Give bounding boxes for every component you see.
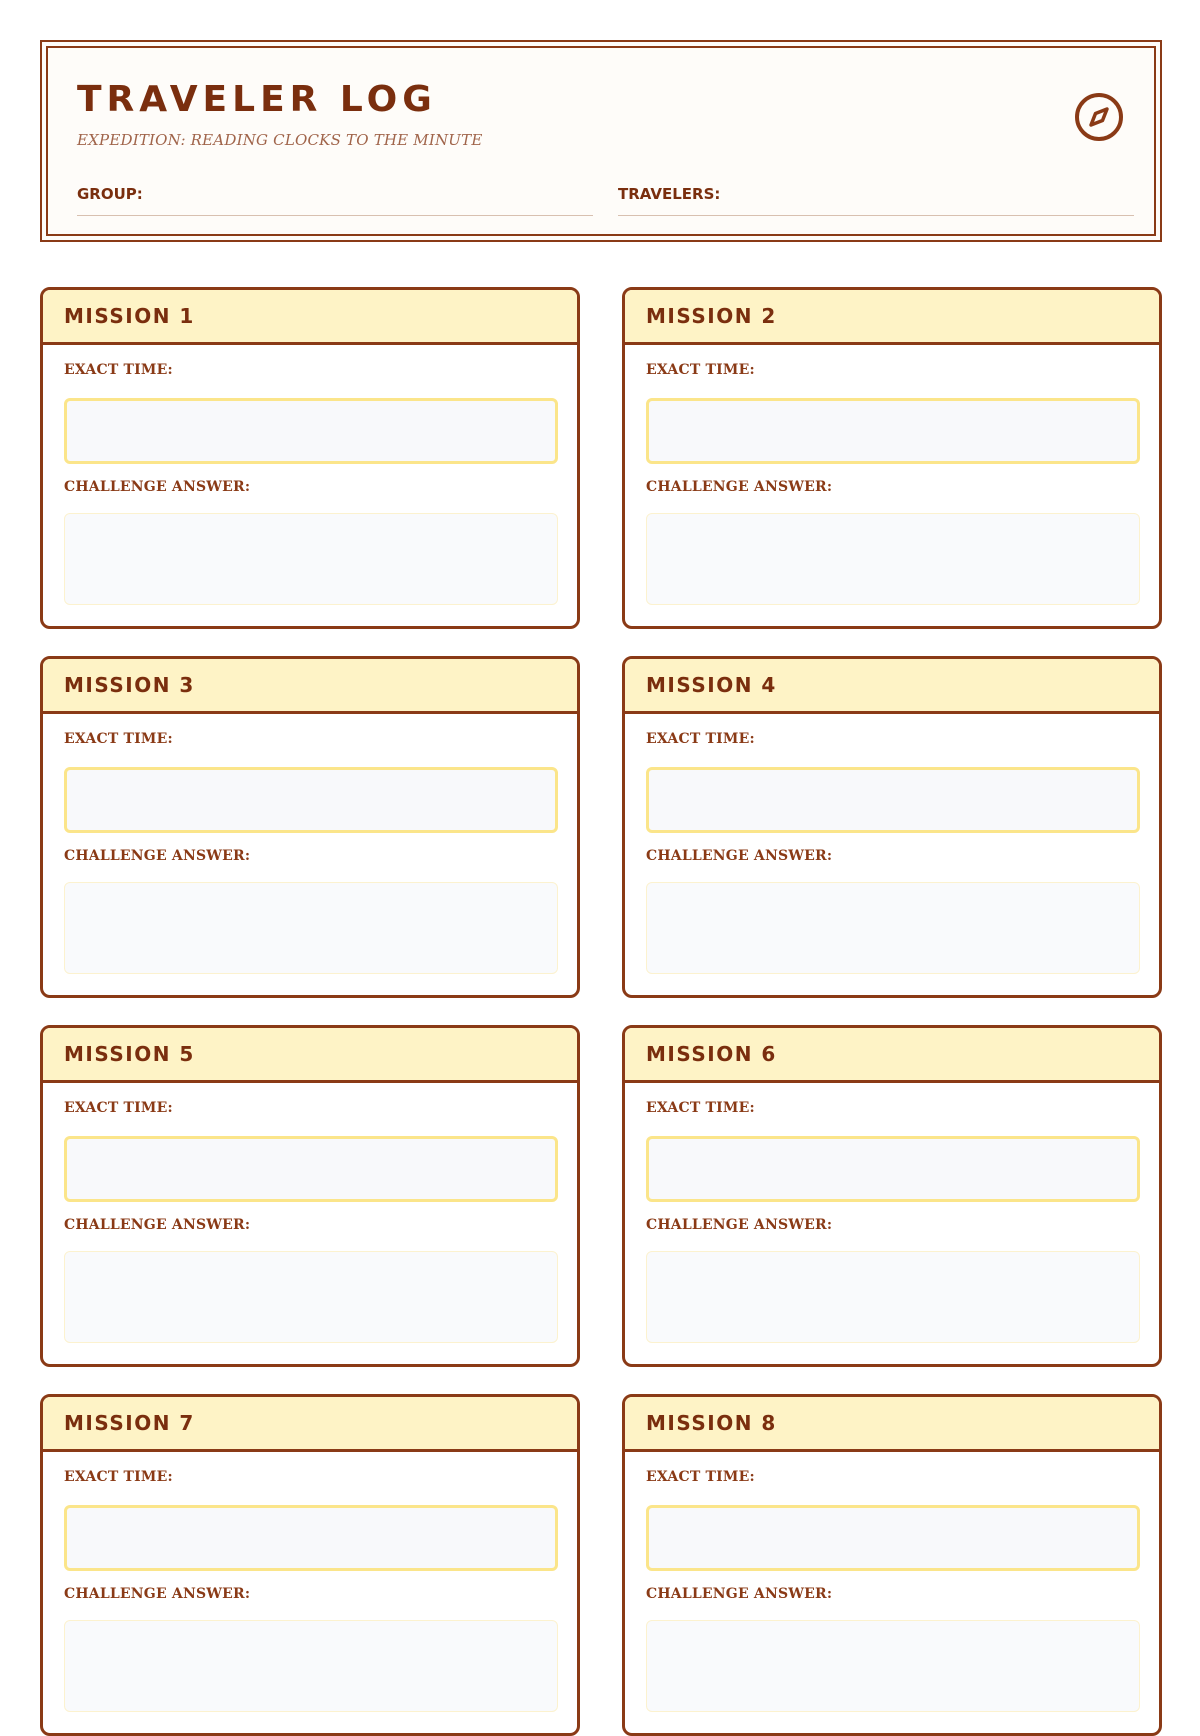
exact-time-label: EXACT TIME: — [64, 1469, 173, 1485]
group-line[interactable] — [77, 211, 593, 216]
challenge-answer-label: CHALLENGE ANSWER: — [646, 1217, 833, 1233]
challenge-answer-label: CHALLENGE ANSWER: — [64, 848, 251, 864]
exact-time-box[interactable] — [646, 1505, 1140, 1571]
mission-title: MISSION 7 — [64, 1411, 195, 1435]
challenge-answer-box[interactable] — [64, 1251, 558, 1343]
mission-title: MISSION 3 — [64, 673, 195, 697]
mission-title: MISSION 1 — [64, 304, 195, 328]
header-inner-border — [46, 46, 1156, 236]
mission-card-3 — [40, 656, 580, 998]
compass-icon — [1073, 91, 1125, 143]
exact-time-box[interactable] — [64, 1136, 558, 1202]
mission-card-6 — [622, 1025, 1162, 1367]
mission-header — [43, 659, 577, 714]
exact-time-box[interactable] — [64, 767, 558, 833]
exact-time-box[interactable] — [646, 398, 1140, 464]
mission-card-8 — [622, 1394, 1162, 1736]
challenge-answer-label: CHALLENGE ANSWER: — [64, 479, 251, 495]
mission-header — [625, 1397, 1159, 1452]
challenge-answer-label: CHALLENGE ANSWER: — [64, 1217, 251, 1233]
mission-title: MISSION 8 — [646, 1411, 777, 1435]
challenge-answer-box[interactable] — [646, 1251, 1140, 1343]
travelers-field[interactable] — [618, 185, 1134, 216]
mission-title: MISSION 2 — [646, 304, 777, 328]
challenge-answer-box[interactable] — [646, 1620, 1140, 1712]
exact-time-box[interactable] — [64, 1505, 558, 1571]
travelers-line[interactable] — [618, 211, 1134, 216]
group-label: GROUP: — [77, 185, 143, 203]
mission-header — [43, 1028, 577, 1083]
traveler-log-header — [40, 40, 1162, 242]
mission-card-5 — [40, 1025, 580, 1367]
exact-time-box[interactable] — [646, 1136, 1140, 1202]
challenge-answer-box[interactable] — [64, 882, 558, 974]
mission-card-4 — [622, 656, 1162, 998]
exact-time-label: EXACT TIME: — [646, 1100, 755, 1116]
mission-header — [625, 1028, 1159, 1083]
exact-time-label: EXACT TIME: — [64, 362, 173, 378]
mission-header — [43, 1397, 577, 1452]
mission-title: MISSION 6 — [646, 1042, 777, 1066]
exact-time-label: EXACT TIME: — [646, 1469, 755, 1485]
mission-card-1 — [40, 287, 580, 629]
mission-card-7 — [40, 1394, 580, 1736]
page-subtitle: EXPEDITION: READING CLOCKS TO THE MINUTE — [77, 131, 483, 149]
exact-time-box[interactable] — [646, 767, 1140, 833]
mission-card-2 — [622, 287, 1162, 629]
page-title: TRAVELER LOG — [77, 79, 437, 120]
challenge-answer-label: CHALLENGE ANSWER: — [646, 479, 833, 495]
challenge-answer-box[interactable] — [64, 1620, 558, 1712]
challenge-answer-box[interactable] — [646, 882, 1140, 974]
mission-title: MISSION 5 — [64, 1042, 195, 1066]
mission-title: MISSION 4 — [646, 673, 777, 697]
mission-header — [625, 659, 1159, 714]
travelers-label: TRAVELERS: — [618, 185, 721, 203]
challenge-answer-box[interactable] — [64, 513, 558, 605]
exact-time-label: EXACT TIME: — [64, 731, 173, 747]
mission-header — [43, 290, 577, 345]
challenge-answer-label: CHALLENGE ANSWER: — [64, 1586, 251, 1602]
exact-time-label: EXACT TIME: — [646, 362, 755, 378]
mission-header — [625, 290, 1159, 345]
exact-time-label: EXACT TIME: — [646, 731, 755, 747]
challenge-answer-label: CHALLENGE ANSWER: — [646, 848, 833, 864]
challenge-answer-label: CHALLENGE ANSWER: — [646, 1586, 833, 1602]
challenge-answer-box[interactable] — [646, 513, 1140, 605]
group-field[interactable] — [77, 185, 593, 216]
exact-time-box[interactable] — [64, 398, 558, 464]
exact-time-label: EXACT TIME: — [64, 1100, 173, 1116]
